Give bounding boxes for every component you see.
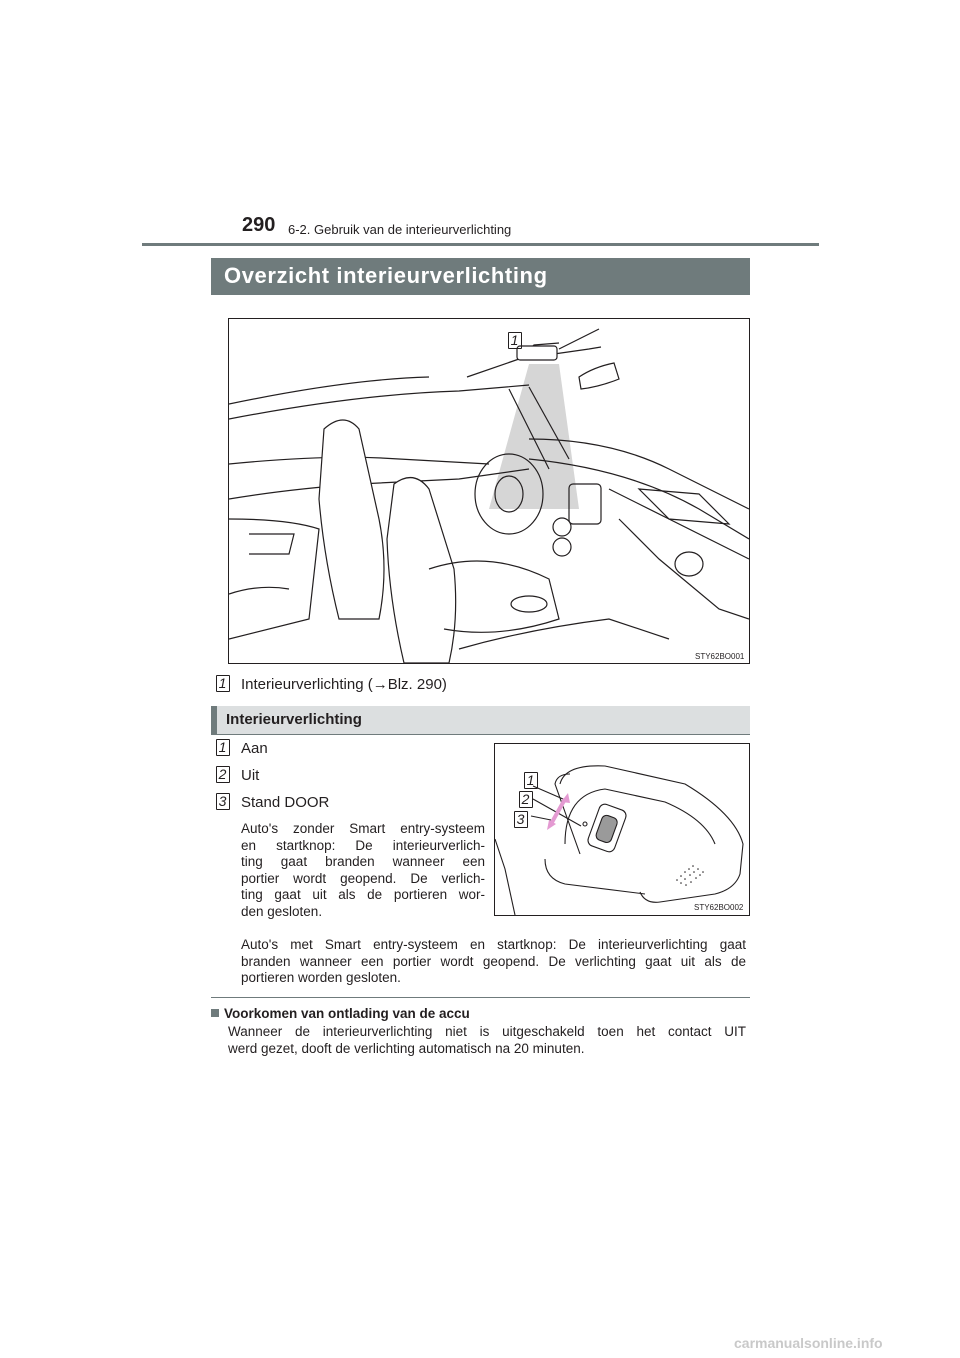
text-line: Auto's met Smart entry-systeem en startknop: De interieurverlichting gaat [241, 937, 746, 952]
note-body [228, 1024, 746, 1057]
item-number-marker [216, 739, 229, 755]
text-line: portieren worden gesloten. [241, 970, 401, 986]
text-line: werd gezet, dooft de verlichting automatisch na 20 minuten. [228, 1040, 585, 1056]
text-line: Auto's zonder Smart entry-systeem [241, 821, 485, 836]
footer-watermark: carmanualsonline.info [734, 1335, 883, 1351]
item-number-marker [216, 793, 229, 809]
item-number: 1 [218, 739, 227, 755]
legend-number: 1 [218, 675, 227, 691]
text-line: portier wordt geopend. De verlich- [241, 870, 485, 886]
callout-2-marker [519, 791, 532, 807]
callout-label: 1 [526, 772, 535, 788]
subsection-rule [211, 734, 750, 735]
text-line: ting gaat branden wanneer een [241, 854, 485, 870]
item-label: Aan [241, 740, 268, 757]
legend-text: Interieurverlichting (→Blz. 290) [241, 676, 447, 693]
page-title: Overzicht interieurverlichting [224, 263, 548, 288]
section-label: 6-2. Gebruik van de interieurverlichting [288, 222, 512, 237]
callout-1-marker [508, 332, 521, 348]
text-line: den gesloten. [241, 903, 323, 919]
lamp-switch-drawing [495, 744, 749, 915]
callout-label: 1 [510, 332, 519, 348]
item-number: 2 [218, 766, 227, 782]
figure-code: STY62BO001 [695, 652, 745, 661]
item-label: Uit [241, 767, 260, 784]
text-line: ting gaat uit als de portieren wor- [241, 887, 485, 903]
header-rule [142, 243, 819, 246]
car-interior-drawing [229, 319, 749, 663]
note-heading-text: Voorkomen van ontlading van de accu [224, 1006, 470, 1021]
figure-code: STY62BO002 [694, 903, 744, 912]
item-label: Stand DOOR [241, 794, 330, 811]
title-bar [211, 258, 750, 295]
note-heading [211, 1006, 470, 1021]
text-line: Wanneer de interieurverlichting niet is uitgeschakeld toen het contact UIT [228, 1024, 746, 1039]
subsection-title: Interieurverlichting [226, 711, 362, 728]
callout-1-marker [524, 772, 537, 788]
interior-illustration [228, 318, 750, 664]
subsection-bar [211, 706, 750, 734]
legend-number-marker [216, 675, 229, 691]
note-rule [211, 997, 750, 998]
smart-entry-description [241, 937, 746, 987]
text-line: en startknop: De interieurverlich- [241, 837, 485, 853]
door-description [241, 821, 485, 921]
page-number: 290 [242, 214, 276, 236]
text-line: branden wanneer een portier wordt geopend. De verlichting gaat uit als de [241, 953, 746, 969]
callout-3-marker [514, 811, 527, 827]
switch-illustration [494, 743, 750, 916]
bullet-square-icon [211, 1009, 219, 1017]
item-number-marker [216, 766, 229, 782]
callout-label: 3 [516, 811, 525, 827]
item-number: 3 [218, 793, 227, 809]
callout-label: 2 [521, 791, 530, 807]
